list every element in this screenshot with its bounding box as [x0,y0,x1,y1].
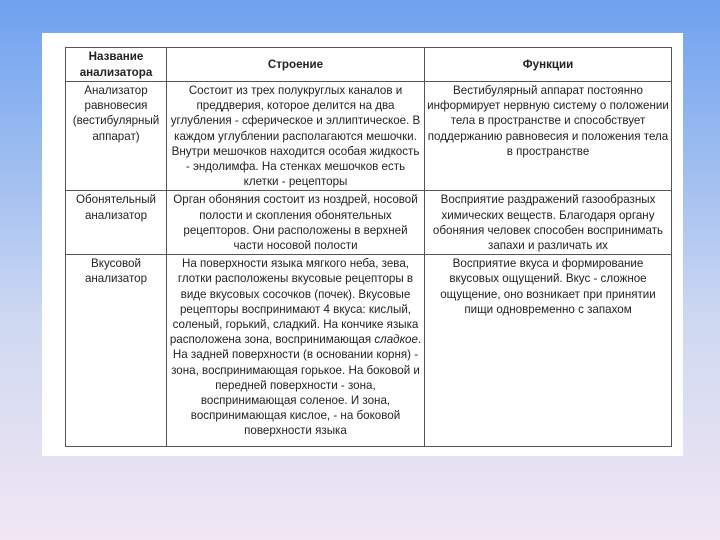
table-header-row [66,48,672,82]
cell-name: Анализатор равновесия (вестибулярный аппарат) [66,82,167,191]
cell-structure [167,255,425,447]
table-row [66,255,672,447]
cell-function: Восприятие раздражений газообразных химических веществ. Благодаря органу обоняния человек способен воспринимать запахи и различать их [425,191,672,255]
table-row [66,191,672,255]
cell-structure: Состоит из трех полукруглых каналов и преддверия, которое делится на два углубления - сферическое и эллиптическое. В каждом углублении располагаются мешочки. Внутри мешочков находится особая жидкость - эндолимфа. На стенках мешочков есть клетки - рецепторы [167,82,425,191]
cell-function: Вестибулярный аппарат постоянно информирует нервную систему о положении тела в пространстве и способствует поддержанию равновесия и положения тела в пространстве [425,82,672,191]
slide-content [42,33,683,456]
cell-function: Восприятие вкуса и формирование вкусовых ощущений. Вкус - сложное ощущение, оно возникает при принятии пищи одновременно с запахом [425,255,672,447]
header-structure: Строение [167,48,425,82]
cell-name: Обонятельный анализатор [66,191,167,255]
cell-structure: Орган обоняния состоит из ноздрей, носовой полости и скопления обонятельных рецепторов. Они расположены в верхней части носовой полости [167,191,425,255]
analyzer-table [65,47,672,447]
structure-text-b: . На задней поверхности (в основании корня) - зона, воспринимающая горькое. На боковой и передней поверхности - зона, воспринимающая соленое. И зона, воспринимающая кислое, - на боковой поверхности языка [171,333,422,438]
header-name: Название анализатора [66,48,167,82]
table-row [66,82,672,191]
structure-text-a: На поверхности языка мягкого неба, зева, глотки расположены вкусовые рецепторы в виде вкусовых сосочков (почек). Вкусовые рецепторы воспринимают 4 вкуса: кислый, соленый, горький, сладкий. На кончике языка расположена зона, воспринимающая [169,257,419,347]
cell-name: Вкусовой анализатор [66,255,167,447]
header-function: Функции [425,48,672,82]
structure-italic-word: сладкое [374,333,418,347]
